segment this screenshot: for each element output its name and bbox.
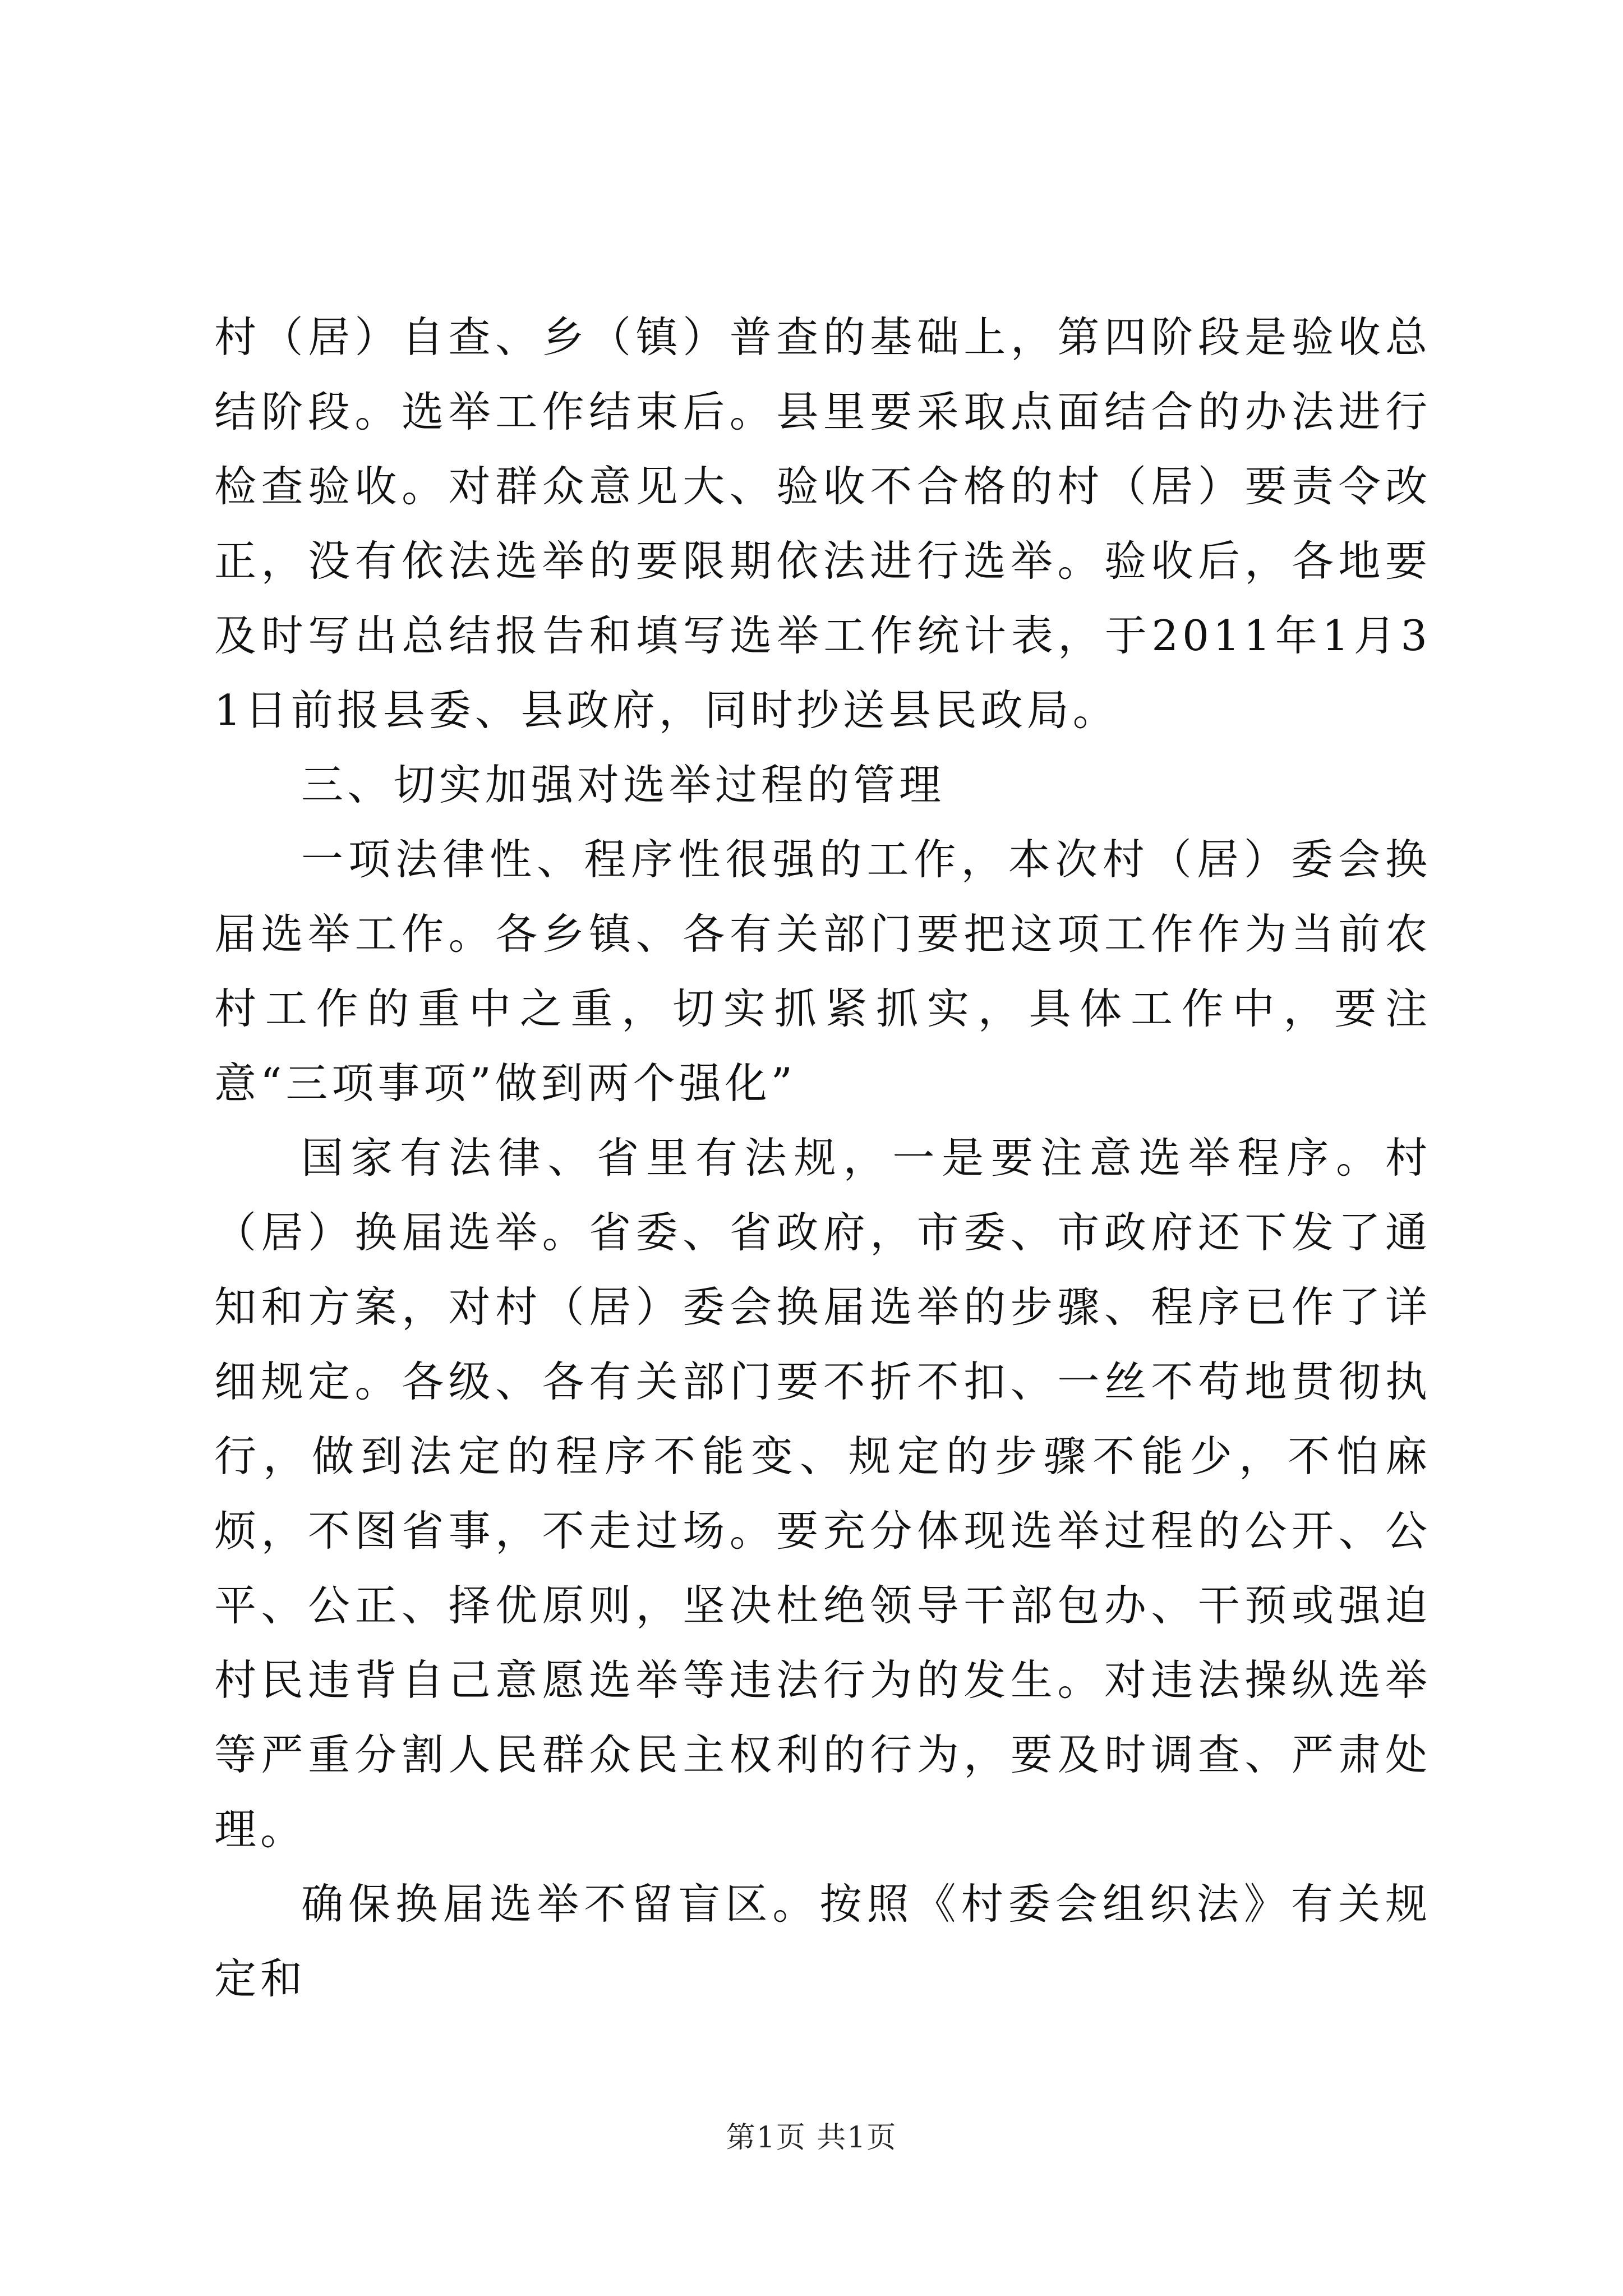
paragraph-continuation: 村（居）自查、乡（镇）普查的基础上，第四阶段是验收总结阶段。选举工作结束后。县里要采取点面结合的办法进行检查验收。对群众意见大、验收不合格的村（居）要责令改正，没有依法选举的要限期依法进行选举。验收后，各地要及时写出总结报告和填写选举工作统计表，于2011年1月31日前报县委、县政府，同时抄送县民政局。	[214, 312, 1431, 735]
document-body	[214, 300, 1431, 2016]
paragraph: 国家有法律、省里有法规，一是要注意选举程序。村（居）换届选举。省委、省政府，市委、市政府还下发了通知和方案，对村（居）委会换届选举的步骤、程序已作了详细规定。各级、各有关部门要不折不扣、一丝不苟地贯彻执行，做到法定的程序不能变、规定的步骤不能少，不怕麻烦，不图省事，不走过场。要充分体现选举过程的公开、公平、公正、择优原则，坚决杜绝领导干部包办、干预或强迫村民违背自己意愿选举等违法行为的发生。对违法操纵选举等严重分割人民群众民主权利的行为，要及时调查、严肃处理。	[214, 1133, 1431, 1854]
paragraph: 一项法律性、程序性很强的工作，本次村（居）委会换届选举工作。各乡镇、各有关部门要把这项工作作为当前农村工作的重中之重，切实抓紧抓实，具体工作中，要注意“三项事项”做到两个强化”	[214, 835, 1431, 1108]
section-heading: 三、切实加强对选举过程的管理	[301, 760, 946, 809]
paragraph: 确保换届选举不留盲区。按照《村委会组织法》有关规定和	[214, 1879, 1431, 2003]
page-footer: 第1页 共1页	[726, 2121, 897, 2155]
